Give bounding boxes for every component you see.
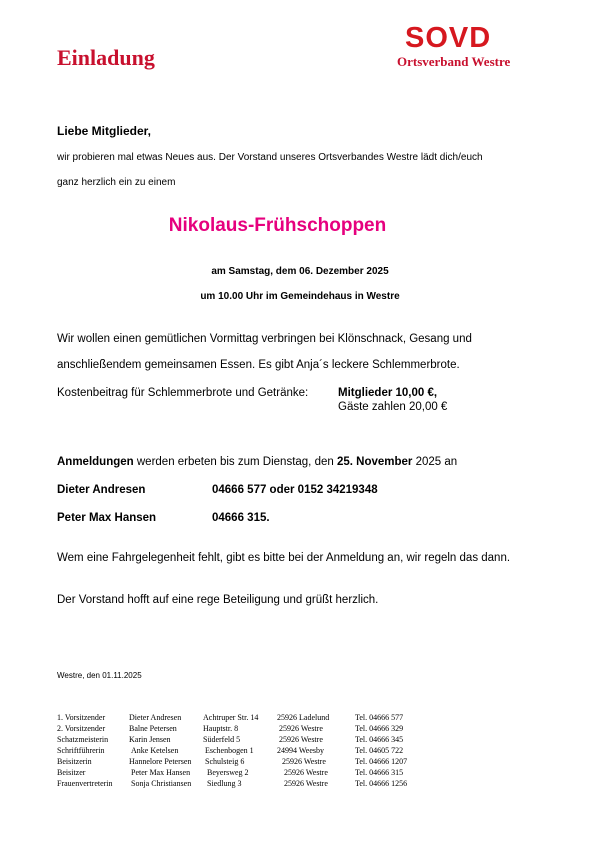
board-member-row xyxy=(57,713,437,724)
board-member-row xyxy=(57,779,437,790)
member-street: Eschenbogen 1 xyxy=(205,746,254,755)
contact-name: Dieter Andresen xyxy=(57,484,146,496)
member-name: Anke Ketelsen xyxy=(131,746,179,755)
registration-bold: Anmeldungen xyxy=(57,456,134,468)
registration-line xyxy=(57,456,457,468)
member-street: Schulsteig 6 xyxy=(205,757,245,766)
cost-label: Kostenbeitrag für Schlemmerbrote und Getränke: xyxy=(57,387,309,399)
member-street: Süderfeld 5 xyxy=(203,735,241,744)
member-tel: Tel. 04666 577 xyxy=(355,713,404,722)
member-role: Schriftführerin xyxy=(57,746,105,755)
cost-members: Mitglieder 10,00 €, xyxy=(338,387,438,399)
member-name: Dieter Andresen xyxy=(129,713,182,722)
intro-line-1: wir probieren mal etwas Neues aus. Der Vorstand unseres Ortsverbandes Westre lädt dich/euch xyxy=(57,152,483,163)
description-line-1: Wir wollen einen gemütlichen Vormittag verbringen bei Klönschnack, Gesang und xyxy=(57,333,472,345)
member-role: Beisitzerin xyxy=(57,757,92,766)
board-member-row xyxy=(57,746,437,757)
member-name: Karin Jensen xyxy=(129,735,171,744)
board-member-row xyxy=(57,735,437,746)
member-city: 25926 Westre xyxy=(282,757,326,766)
member-tel: Tel. 04666 1207 xyxy=(355,757,408,766)
description-line-2: anschließendem gemeinsamen Essen. Es gibt Anja´s leckere Schlemmerbrote. xyxy=(57,359,460,371)
member-tel: Tel. 04666 329 xyxy=(355,724,404,733)
registration-date: 25. November xyxy=(336,456,413,468)
member-role: 2. Vorsitzender xyxy=(57,724,106,733)
contact-name: Peter Max Hansen xyxy=(57,512,157,524)
ride-note: Wem eine Fahrgelegenheit fehlt, gibt es bitte bei der Anmeldung an, wir regeln das dann. xyxy=(57,552,511,564)
member-name: Peter Max Hansen xyxy=(131,768,191,777)
event-date: am Samstag, dem 06. Dezember 2025 xyxy=(211,266,389,277)
sovd-logo: SOVD xyxy=(405,22,492,54)
member-city: 25926 Westre xyxy=(284,779,328,788)
intro-line-2: ganz herzlich ein zu einem xyxy=(57,177,176,188)
member-tel: Tel. 04666 315 xyxy=(355,768,404,777)
greeting: Liebe Mitglieder, xyxy=(57,124,152,138)
closing-line: Der Vorstand hofft auf eine rege Beteiligung und grüßt herzlich. xyxy=(57,594,379,606)
member-tel: Tel. 04666 1256 xyxy=(355,779,408,788)
member-street: Siedlung 3 xyxy=(207,779,242,788)
member-city: 25926 Westre xyxy=(279,724,323,733)
member-tel: Tel. 04666 345 xyxy=(355,735,404,744)
member-name: Sonja Christiansen xyxy=(131,779,192,788)
member-role: Beisitzer xyxy=(57,768,86,777)
member-city: 25926 Westre xyxy=(284,768,328,777)
member-role: 1. Vorsitzender xyxy=(57,713,106,722)
registration-mid: werden erbeten bis zum Dienstag, den xyxy=(133,456,337,468)
contact-phone: 04666 315. xyxy=(212,512,270,524)
place-date: Westre, den 01.11.2025 xyxy=(57,671,142,680)
member-name: Balne Petersen xyxy=(129,724,177,733)
member-name: Hannelore Petersen xyxy=(129,757,192,766)
member-role: Frauenvertreterin xyxy=(57,779,113,788)
board-member-row xyxy=(57,724,437,735)
event-time: um 10.00 Uhr im Gemeindehaus in Westre xyxy=(200,291,400,302)
registration-end: 2025 an xyxy=(412,456,458,468)
org-name: Ortsverband Westre xyxy=(397,54,511,69)
board-member-row xyxy=(57,757,437,768)
member-city: 25926 Ladelund xyxy=(277,713,330,722)
member-street: Beyersweg 2 xyxy=(207,768,249,777)
member-city: 24994 Weesby xyxy=(277,746,324,755)
board-member-row xyxy=(57,768,437,779)
member-city: 25926 Westre xyxy=(279,735,323,744)
cost-guests: Gäste zahlen 20,00 € xyxy=(338,401,448,413)
member-street: Hauptstr. 8 xyxy=(203,724,239,733)
member-role: Schatzmeisterin xyxy=(57,735,109,744)
member-tel: Tel. 04605 722 xyxy=(355,746,404,755)
contact-phone: 04666 577 oder 0152 34219348 xyxy=(212,484,378,496)
member-street: Achtruper Str. 14 xyxy=(203,713,259,722)
event-title: Nikolaus-Frühschoppen xyxy=(168,215,387,236)
document-title: Einladung xyxy=(57,45,155,70)
